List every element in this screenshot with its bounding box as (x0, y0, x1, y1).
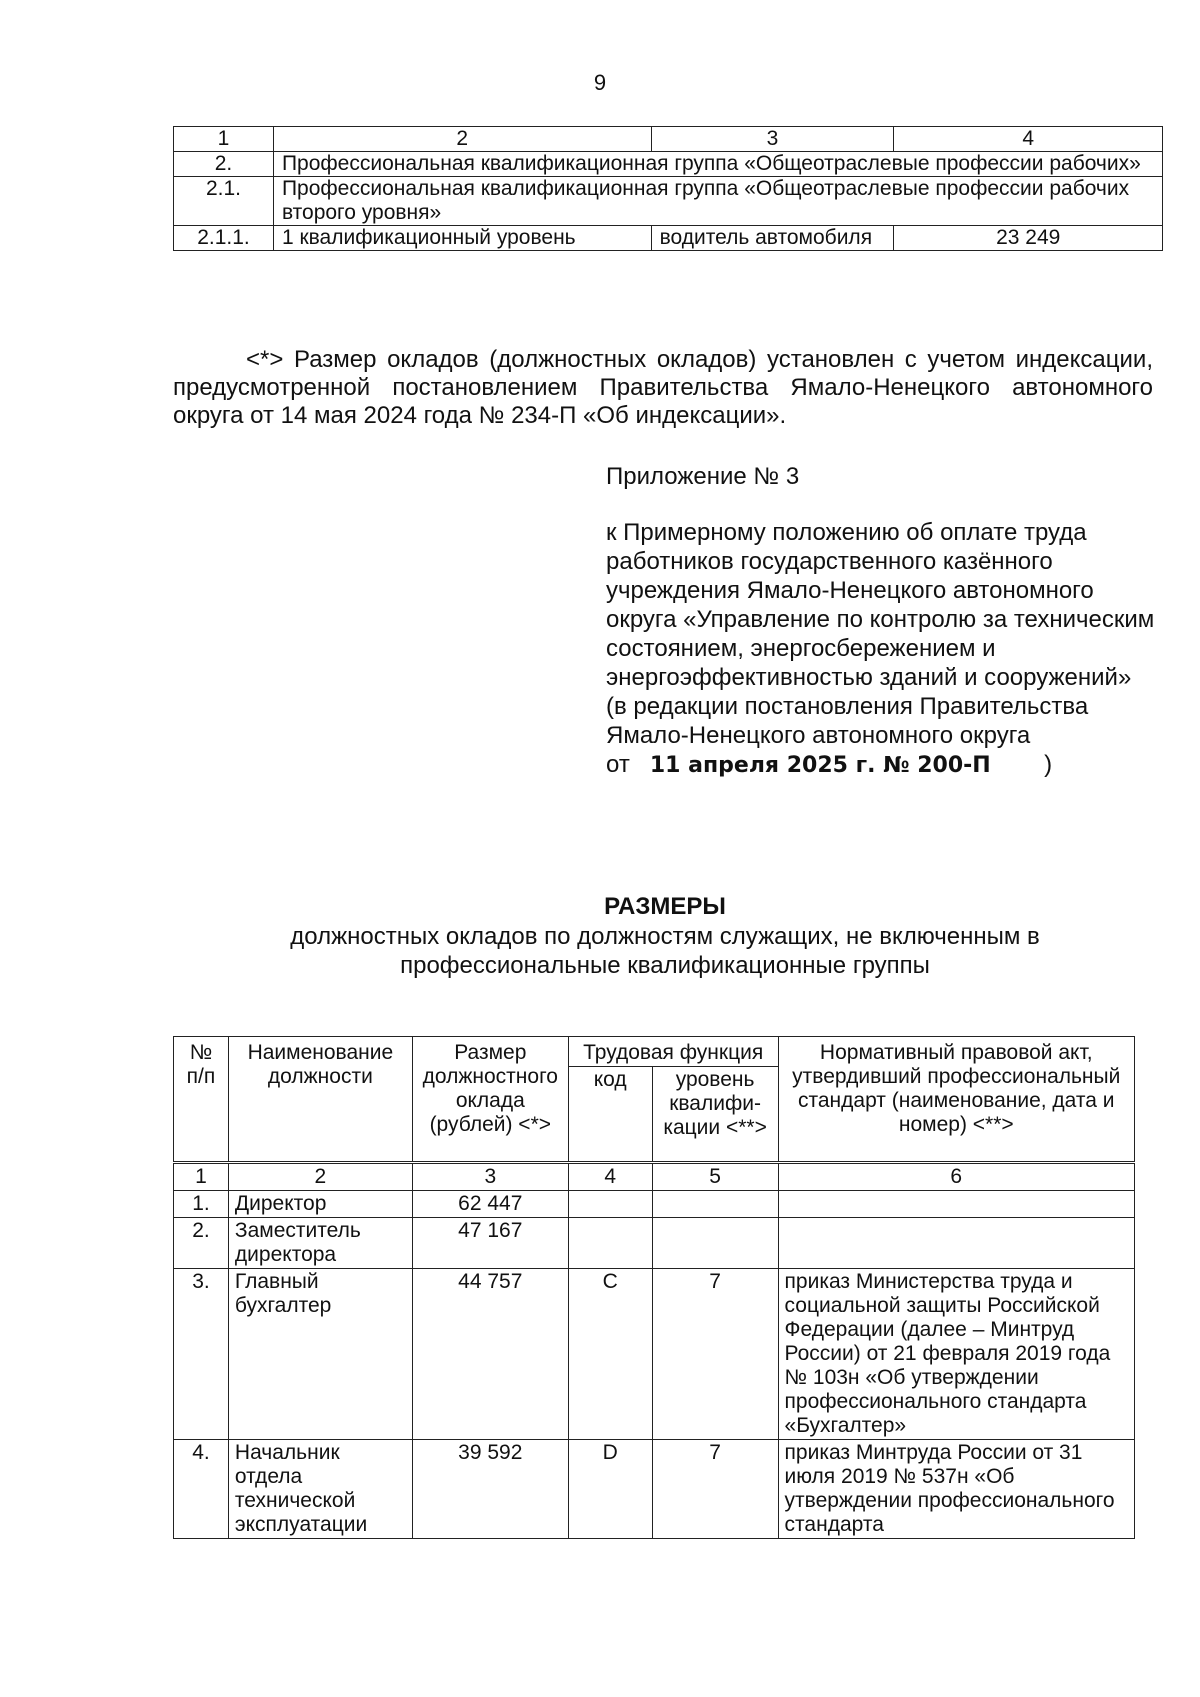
position-name: Главный бухгалтер (228, 1269, 412, 1440)
table-row (174, 152, 1163, 177)
table-header-row (174, 127, 1163, 152)
table-row (174, 177, 1163, 226)
function-code (568, 1191, 652, 1218)
decree-date: 11 апреля 2025 г. № 200-П (649, 753, 991, 778)
qualification-level (652, 1218, 778, 1269)
document-subtitle (0, 922, 1200, 980)
normative-act (778, 1218, 1134, 1269)
document-title: РАЗМЕРЫ (604, 893, 726, 920)
function-code: D (568, 1440, 652, 1539)
position-name: Заместитель директора (228, 1218, 412, 1269)
salary-value: 39 592 (412, 1440, 568, 1539)
appendix-edition: (в редакции постановления Правительства Ямало-Ненецкого автономного округа (606, 693, 1089, 749)
qualification-level (652, 1191, 778, 1218)
header-code: код (568, 1067, 652, 1163)
group-name: Профессиональная квалификационная группа «Общеотраслевые профессии рабочих второго уровня» (273, 177, 1162, 226)
column-number-row (174, 1163, 1135, 1191)
col-number-6: 6 (778, 1163, 1134, 1191)
normative-act: приказ Министерства труда и социальной защиты Российской Федерации (далее – Минтруд России) от 21 февраля 2019 года № 103н «Об утверждении профессионального стандарта «Бухгалтер» (778, 1269, 1134, 1440)
row-number: 2.1.1. (174, 226, 274, 251)
col-number-4: 4 (894, 127, 1163, 152)
footnote-text: <*> Размер окладов (должностных окладов) установлен с учетом индексации, предусмотренной постановлением Правительства Ямало-Ненецкого автономного округа от 14 мая 2024 года № 234-П «Об индексации». (173, 346, 1153, 429)
header-num: № п/п (174, 1037, 229, 1163)
normative-act: приказ Минтруда России от 31 июля 2019 № 537н «Об утверждении профессионального стандарта (778, 1440, 1134, 1539)
appendix-text (606, 518, 1166, 780)
function-code: C (568, 1269, 652, 1440)
header-level: уровень квалифи-кации <**> (652, 1067, 778, 1163)
header-act: Нормативный правовой акт, утвердивший профессиональный стандарт (наименование, дата и номер) <**> (778, 1037, 1134, 1163)
col-number-2: 2 (228, 1163, 412, 1191)
row-number: 3. (174, 1269, 229, 1440)
table-header-row (174, 1037, 1135, 1067)
table-row (174, 1269, 1135, 1440)
col-number-4: 4 (568, 1163, 652, 1191)
header-salary: Размер должностного оклада (рублей) <*> (412, 1037, 568, 1163)
position-name: Начальник отдела технической эксплуатации (228, 1440, 412, 1539)
subtitle-text: должностных окладов по должностям служащих, не включенным в профессиональные квалификационные группы (290, 923, 1040, 979)
page-number: 9 (593, 70, 607, 95)
function-code (568, 1218, 652, 1269)
col-number-5: 5 (652, 1163, 778, 1191)
table-row (174, 1440, 1135, 1539)
table-row (174, 226, 1163, 251)
table-row (174, 1218, 1135, 1269)
row-number: 1. (174, 1191, 229, 1218)
row-number: 4. (174, 1440, 229, 1539)
header-labor-function: Трудовая функция (568, 1037, 778, 1067)
table-row (174, 1191, 1135, 1218)
appendix-body: к Примерному положению об оплате труда работников государственного казённого учреждения Ямало-Ненецкого автономного округа «Управление по контролю за техническим состоянием, энергосбережением и энергоэффективностью зданий и сооружений» (606, 519, 1155, 691)
position-name: водитель автомобиля (651, 226, 894, 251)
col-number-1: 1 (174, 127, 274, 152)
row-number: 2.1. (174, 177, 274, 226)
row-number: 2. (174, 1218, 229, 1269)
salary-value: 44 757 (412, 1269, 568, 1440)
col-number-3: 3 (412, 1163, 568, 1191)
salary-value: 62 447 (412, 1191, 568, 1218)
decree-close-paren: ) (1044, 751, 1053, 778)
salary-value: 23 249 (894, 226, 1163, 251)
decree-from: от (606, 751, 630, 778)
appendix-number: Приложение № 3 (606, 463, 800, 490)
qualification-level: 7 (652, 1269, 778, 1440)
position-name: Директор (228, 1191, 412, 1218)
col-number-3: 3 (651, 127, 894, 152)
salary-value: 47 167 (412, 1218, 568, 1269)
footnote (173, 346, 1153, 430)
normative-act (778, 1191, 1134, 1218)
col-number-2: 2 (273, 127, 651, 152)
group-name: Профессиональная квалификационная группа «Общеотраслевые профессии рабочих» (273, 152, 1162, 177)
col-number-1: 1 (174, 1163, 229, 1191)
qualification-level: 1 квалификационный уровень (273, 226, 651, 251)
row-number: 2. (174, 152, 274, 177)
qualification-level: 7 (652, 1440, 778, 1539)
header-name: Наименование должности (228, 1037, 412, 1163)
salary-table (173, 1036, 1135, 1539)
qualification-group-table (173, 126, 1163, 251)
appendix-decree-line (606, 750, 1166, 780)
